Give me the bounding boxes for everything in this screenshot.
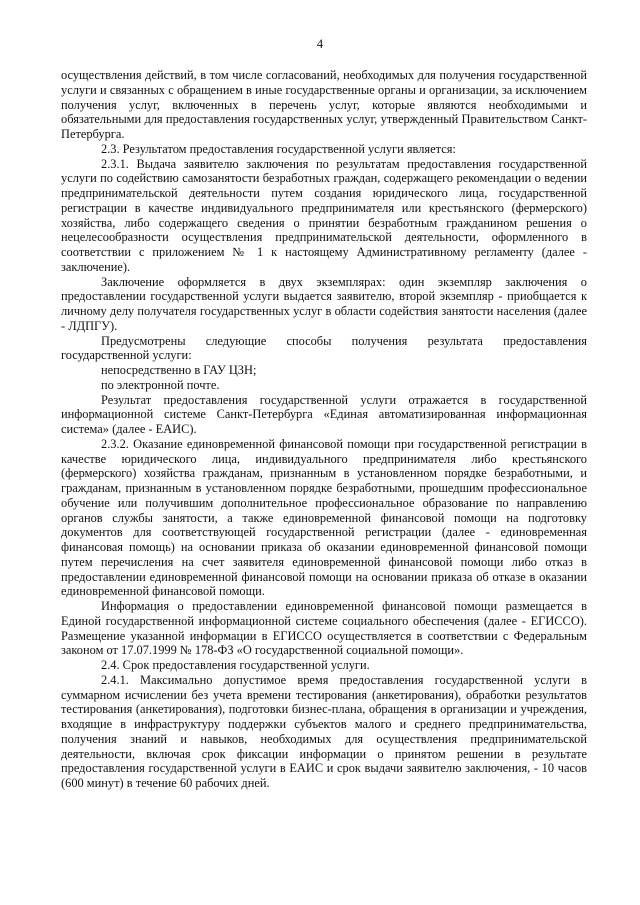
section-heading-2-4: 2.4. Срок предоставления государственной услуги. — [101, 658, 370, 672]
page-number: 4 — [316, 37, 324, 51]
section-heading-2-3: 2.3. Результатом предоставления государственной услуги является: — [101, 141, 456, 156]
document-body — [61, 68, 587, 791]
paragraph-eais: Результат предоставления государственной услуги отражается в государственной информационной системе Санкт-Петербурга «Единая автоматизированная информационная система» (далее - ЕАИС). — [61, 392, 587, 436]
paragraph-2-3-1: 2.3.1. Выдача заявителю заключения по результатам предоставления государственной услуги по содействию самозанятости безработных граждан, содержащего рекомендации о ведении предпринимательской деятельности путем создания юридического лица, государственной регистрации в качестве индивидуального предпринимателя или крестьянского (фермерского) хозяйства, либо содержащего сведения о принятии безработным гражданином решения о нецелесообразности осуществления предпринимательской деятельности, оформленного в соответствии с приложением № 1 к настоящему Административному регламенту (далее - заключение). — [61, 156, 587, 274]
list-item-email: по электронной почте. — [101, 377, 220, 392]
paragraph-continuation: осуществления действий, в том числе согласований, необходимых для получения государственной услуги и связанных с обращением в иные государственные органы и организации, за исключением получения услуг, включенных в перечень услуг, которые являются необходимыми и обязательными для предоставления государственных услуг, утвержденный Правительством Санкт-Петербурга. — [61, 68, 587, 141]
paragraph-delivery-methods: Предусмотрены следующие способы получения результата предоставления государственной услуги: — [61, 333, 587, 363]
list-item-in-person: непосредственно в ГАУ ЦЗН; — [101, 363, 257, 377]
paragraph-egisso: Информация о предоставлении единовременной финансовой помощи размещается в Единой государственной информационной системе социального обеспечения (далее - ЕГИССО). Размещение указанной информации в ЕГИССО осуществляется в соответствии с Федеральным законом от 17.07.1999 № 178-ФЗ «О государственной социальной помощи». — [61, 599, 587, 658]
paragraph-2-3-2: 2.3.2. Оказание единовременной финансовой помощи при государственной регистрации в качестве юридического лица, индивидуального предпринимателя либо крестьянского (фермерского) хозяйства гражданам, признанным в установленном порядке безработными, и гражданам, признанным в установленном порядке безработными, прошедшим профессиональное обучение или получившим дополнительное профессиональное образование по направлению органов службы занятости, а также единовременной финансовой помощи на подготовку документов для соответствующей государственной регистрации (далее - единовременная финансовая помощь) на основании приказа об оказании единовременной финансовой помощи путем перечисления на счет заявителя единовременной финансовой помощи либо отказ в предоставлении единовременной финансовой помощи на основании приказа об отказе в оказании единовременной финансовой помощи. — [61, 436, 587, 599]
paragraph-2-4-1: 2.4.1. Максимально допустимое время предоставления государственной услуги в суммарном исчислении без учета времени тестирования (анкетирования), обработки результатов тестирования (анкетирования), подготовки бизнес-плана, обращения в организации и учреждения, входящие в инфраструктуру поддержки субъектов малого и среднего предпринимательства, получения знаний и навыков, необходимых для осуществления предпринимательской деятельности, включая срок фиксации информации о принятом решении в результате предоставления государственной услуги в ЕАИС и срок выдачи заявителю заключения, - 10 часов (600 минут) в течение 60 рабочих дней. — [61, 672, 587, 790]
paragraph-conclusion-copies: Заключение оформляется в двух экземплярах: один экземпляр заключения о предоставлении государственной услуги выдается заявителю, второй экземпляр - приобщается к личному делу получателя государственных услуг в области содействия занятости населения (далее - ЛДПГУ). — [61, 274, 587, 333]
